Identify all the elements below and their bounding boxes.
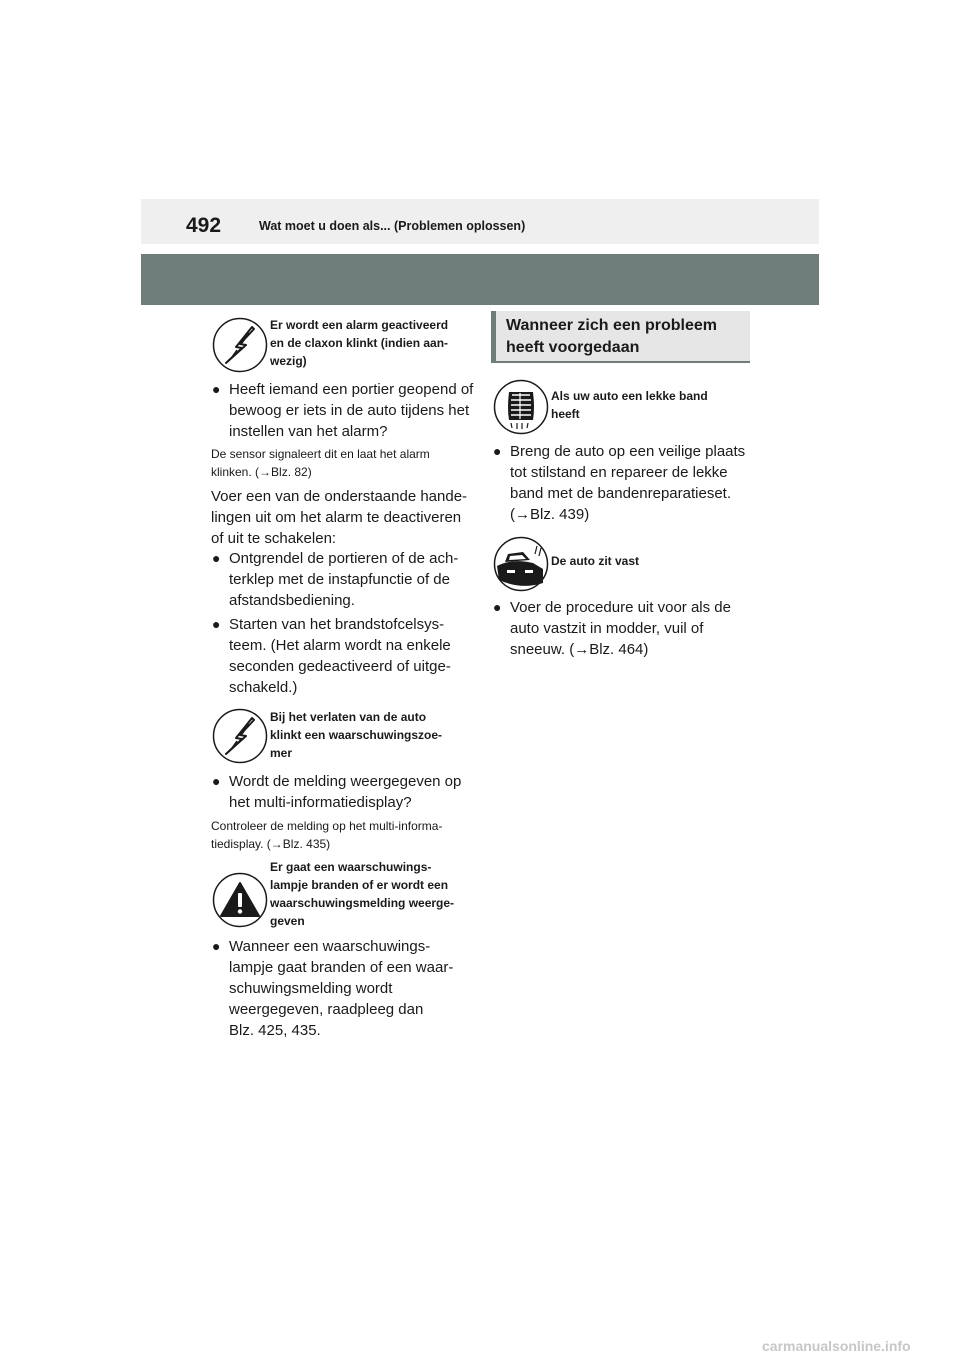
section-band: [141, 254, 819, 305]
note-sensor: De sensor signaleert dit en laat het alarm klinken. (→Blz. 82): [211, 447, 430, 479]
topic-warning-label: Er gaat een waarschuwings- lampje branden of er wordt een waarschuwingsmelding weerge- geven: [270, 860, 455, 928]
paragraph-actions: Voer een van de onderstaande hande- lingen uit om het alarm te deactiveren of uit te schakelen:: [211, 488, 468, 547]
watermark: carmanualsonline.info: [762, 1338, 911, 1354]
warning-icon: [212, 872, 268, 928]
page-number: 492: [186, 214, 222, 237]
topic-flat-tire-label: Als uw auto een lekke band heeft: [551, 389, 708, 421]
question-portier: ● Heeft iemand een portier geopend of bewoog er iets in de auto tijdens het instellen van het alarm?: [212, 381, 474, 440]
question-melding: ● Wordt de melding weergegeven op het multi-informatiedisplay?: [212, 773, 462, 811]
bullet-stuck-car: ● Voer de procedure uit voor als de auto vastzit in modder, vuil of sneeuw. (→Blz. 464): [493, 599, 731, 658]
bullet-warning-lamp: ● Wanneer een waarschuwings- lampje gaat branden of een waar- schuwingsmelding wordt weergegeven, raadpleeg dan Blz. 425, 435.: [212, 938, 454, 1039]
topic-buzzer-label: Bij het verlaten van de auto klinkt een waarschuwingszoe- mer: [270, 710, 443, 760]
topic-stuck-car-label: De auto zit vast: [551, 554, 640, 568]
section-heading: Wanneer zich een probleem heeft voorgedaan: [491, 311, 750, 363]
bullet-flat-tire: ● Breng de auto op een veilige plaats tot stilstand en repareer de lekke band met de bandenreparatieset. (→Blz. 439): [493, 443, 746, 523]
bullet-ontgrendel: ● Ontgrendel de portieren of de ach- terklep met de instapfunctie of de afstandsbediening.: [212, 550, 459, 609]
note-display: Controleer de melding op het multi-informa- tiedisplay. (→Blz. 435): [211, 819, 443, 851]
topic-alarm-label: Er wordt een alarm geactiveerd en de claxon klinkt (indien aan- wezig): [270, 318, 449, 368]
stuck-car-icon: [493, 536, 549, 592]
alarm-icon: [212, 317, 268, 373]
bullet-starten: ● Starten van het brandstofcelsys- teem. (Het alarm wordt na enkele seconden gedeactiveerd of uitge- schakeld.): [212, 616, 451, 696]
buzzer-icon: [212, 708, 268, 764]
header-title: Wat moet u doen als... (Problemen oplossen): [259, 219, 526, 233]
flat-tire-icon: [493, 379, 549, 435]
